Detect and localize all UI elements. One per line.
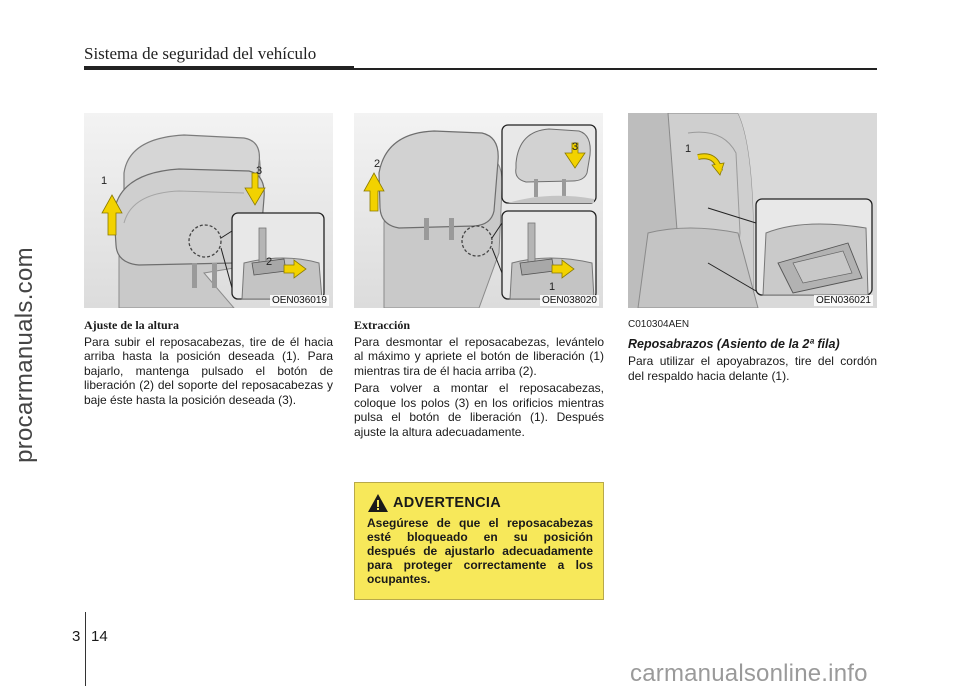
section-body-paragraph-1: Para desmontar el reposacabezas, levántelo al máximo y apriete el botón de liberación (1) mientras tira de él hacia arriba (2). <box>354 334 604 378</box>
column-height-adjust <box>84 318 333 407</box>
figure-armrest <box>628 113 877 308</box>
section-body-paragraph-2: Para volver a montar el reposacabezas, coloque los polos (3) en los orificios mientras pulsa el botón de liberación (1). Después ajuste la altura adecuadamente. <box>354 381 604 439</box>
headrest-removal-illustration <box>354 113 603 308</box>
warning-text: Asegúrese de que el reposacabezas esté bloqueado en su posición después de ajustarlo adecuadamente para proteger correctamente a los ocupantes. <box>367 516 593 586</box>
figure-code: OEN036021 <box>815 295 871 306</box>
callout-1: 1 <box>549 281 556 293</box>
figure-headrest-removal <box>354 113 603 308</box>
callout-1: 1 <box>101 175 108 187</box>
reference-code: C010304AEN <box>628 319 690 330</box>
callout-2: 2 <box>374 158 381 170</box>
section-body: Para utilizar el apoyabrazos, tire del cordón del respaldo hacia delante (1). <box>628 354 877 383</box>
callout-3: 3 <box>572 141 579 153</box>
header-rule-thick <box>84 66 354 70</box>
callout-1: 1 <box>685 143 692 155</box>
armrest-illustration <box>628 113 877 308</box>
section-heading: Ajuste de la altura <box>84 318 179 332</box>
page-number: 14 <box>91 628 108 645</box>
callout-3: 3 <box>256 165 263 177</box>
watermark-bottom[interactable]: carmanualsonline.info <box>630 660 868 687</box>
watermark-side-text: procarmanuals.com <box>11 247 38 463</box>
figure-headrest-height <box>84 113 333 308</box>
figure-code: OEN036019 <box>271 295 327 306</box>
headrest-height-illustration <box>84 113 333 308</box>
page-header-title: Sistema de seguridad del vehículo <box>84 44 317 63</box>
footer-divider <box>85 612 86 686</box>
warning-triangle-icon <box>367 493 389 513</box>
section-body: Para subir el reposacabezas, tire de él hacia arriba hasta la posición deseada (1). Para bajarlo, mantenga pulsado el botón de liberación (2) del soporte del reposacabezas y baje éste hasta la posición deseada (3). <box>84 334 333 407</box>
section-heading: Extracción <box>354 318 410 332</box>
chapter-number: 3 <box>72 628 81 645</box>
column-removal <box>354 318 604 439</box>
callout-2: 2 <box>266 256 273 268</box>
warning-title: ADVERTENCIA <box>393 495 502 511</box>
header-rule-thin <box>354 68 877 70</box>
figure-code: OEN038020 <box>541 295 597 306</box>
column-armrest <box>628 318 877 383</box>
watermark-side <box>0 120 50 590</box>
warning-box <box>354 482 604 600</box>
section-heading: Reposabrazos (Asiento de la 2ª fila) <box>628 336 840 351</box>
